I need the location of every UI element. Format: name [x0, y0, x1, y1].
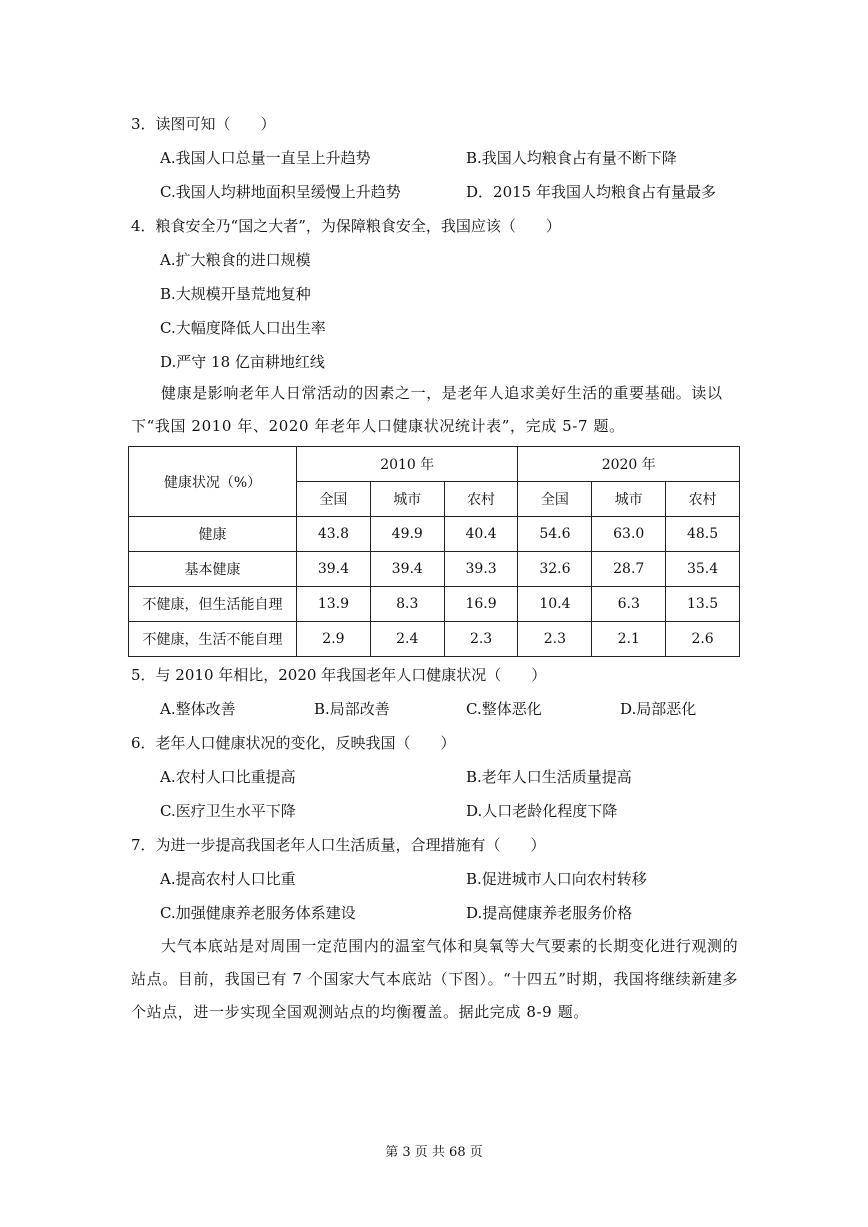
- table-cell: 63.0: [592, 517, 666, 552]
- table-corner-header: 健康状况（%）: [129, 447, 297, 517]
- question-7-stem: 7．为进一步提高我国老年人口生活质量，合理措施有（ ）: [131, 836, 546, 854]
- table-cell: 2.3: [444, 622, 518, 657]
- question-4-option-c: C.大幅度降低人口出生率: [160, 319, 326, 337]
- table-cell: 2.4: [370, 622, 444, 657]
- row-label: 不健康，但生活能自理: [129, 587, 297, 622]
- table-row: [129, 587, 740, 622]
- page-footer: 第 3 页 共 68 页: [385, 1145, 483, 1160]
- table-cell: 8.3: [370, 587, 444, 622]
- table-row: [129, 517, 740, 552]
- passage-atmosphere-stations: 大气本底站是对周围一定范围内的温室气体和臭氧等大气要素的长期变化进行观测的站点。目前，我国已有 7 个国家大气本底站（下图）。“十四五”时期，我国将继续新建多个站点，进一步实现全国观测站点的均衡覆盖。据此完成 8-9 题。: [131, 937, 739, 1021]
- question-3-option-a: A.我国人口总量一直呈上升趋势: [160, 149, 371, 167]
- health-status-table: [128, 446, 740, 657]
- question-3-option-b: B.我国人均粮食占有量不断下降: [466, 149, 677, 167]
- question-6-option-d: D.人口老龄化程度下降: [466, 802, 618, 820]
- row-label: 基本健康: [129, 552, 297, 587]
- question-4-option-b: B.大规模开垦荒地复种: [160, 285, 311, 303]
- question-7-option-b: B.促进城市人口向农村转移: [466, 870, 647, 888]
- table-cell: 2.3: [518, 622, 592, 657]
- row-label: 健康: [129, 517, 297, 552]
- table-cell: 49.9: [370, 517, 444, 552]
- question-5-option-d: D.局部恶化: [620, 700, 697, 718]
- question-6-option-c: C.医疗卫生水平下降: [160, 802, 296, 820]
- table-cell: 39.4: [297, 552, 371, 587]
- table-cell: 10.4: [518, 587, 592, 622]
- table-cell: 16.9: [444, 587, 518, 622]
- question-7-option-a: A.提高农村人口比重: [160, 870, 296, 888]
- table-cell: 2.1: [592, 622, 666, 657]
- table-cell: 39.4: [370, 552, 444, 587]
- question-7-option-c: C.加强健康养老服务体系建设: [160, 904, 356, 922]
- table-cell: 32.6: [518, 552, 592, 587]
- question-4-option-d: D.严守 18 亿亩耕地红线: [160, 353, 325, 371]
- question-5-option-b: B.局部改善: [314, 700, 390, 718]
- table-cell: 35.4: [666, 552, 740, 587]
- question-7-option-d: D.提高健康养老服务价格: [466, 904, 633, 922]
- question-4-stem: 4．粮食安全乃“国之大者”，为保障粮食安全，我国应该（ ）: [131, 217, 561, 235]
- table-cell: 6.3: [592, 587, 666, 622]
- question-6-option-a: A.农村人口比重提高: [160, 768, 296, 786]
- question-6-stem: 6．老年人口健康状况的变化，反映我国（ ）: [131, 734, 456, 752]
- table-cell: 28.7: [592, 552, 666, 587]
- table-cell: 43.8: [297, 517, 371, 552]
- table-cell: 39.3: [444, 552, 518, 587]
- table-row: [129, 552, 740, 587]
- table-row: [129, 622, 740, 657]
- table-cell: 13.5: [666, 587, 740, 622]
- table-cell: 54.6: [518, 517, 592, 552]
- question-5-stem: 5．与 2010 年相比，2020 年我国老年人口健康状况（ ）: [131, 666, 547, 684]
- table-subheader: 农村: [666, 482, 740, 517]
- table-cell: 40.4: [444, 517, 518, 552]
- table-subheader: 农村: [444, 482, 518, 517]
- table-year-2020-header: 2020 年: [518, 447, 740, 482]
- table-subheader: 全国: [518, 482, 592, 517]
- table-subheader: 城市: [592, 482, 666, 517]
- table-cell: 2.6: [666, 622, 740, 657]
- table-subheader: 全国: [297, 482, 371, 517]
- question-4-option-a: A.扩大粮食的进口规模: [160, 251, 311, 269]
- question-6-option-b: B.老年人口生活质量提高: [466, 768, 632, 786]
- table-cell: 48.5: [666, 517, 740, 552]
- question-3-option-c: C.我国人均耕地面积呈缓慢上升趋势: [160, 183, 401, 201]
- table-year-2010-header: 2010 年: [297, 447, 518, 482]
- question-5-option-a: A.整体改善: [160, 700, 236, 718]
- table-cell: 13.9: [297, 587, 371, 622]
- question-3-option-d: D．2015 年我国人均粮食占有量最多: [466, 183, 716, 201]
- table-subheader: 城市: [370, 482, 444, 517]
- row-label: 不健康，生活不能自理: [129, 622, 297, 657]
- question-3-stem: 3．读图可知（ ）: [131, 115, 276, 133]
- passage-health: 健康是影响老年人日常活动的因素之一，是老年人追求美好生活的重要基础。读以下“我国 2010 年、2020 年老年人口健康状况统计表”，完成 5-7 题。: [131, 384, 723, 435]
- question-5-option-c: C.整体恶化: [466, 700, 542, 718]
- table-cell: 2.9: [297, 622, 371, 657]
